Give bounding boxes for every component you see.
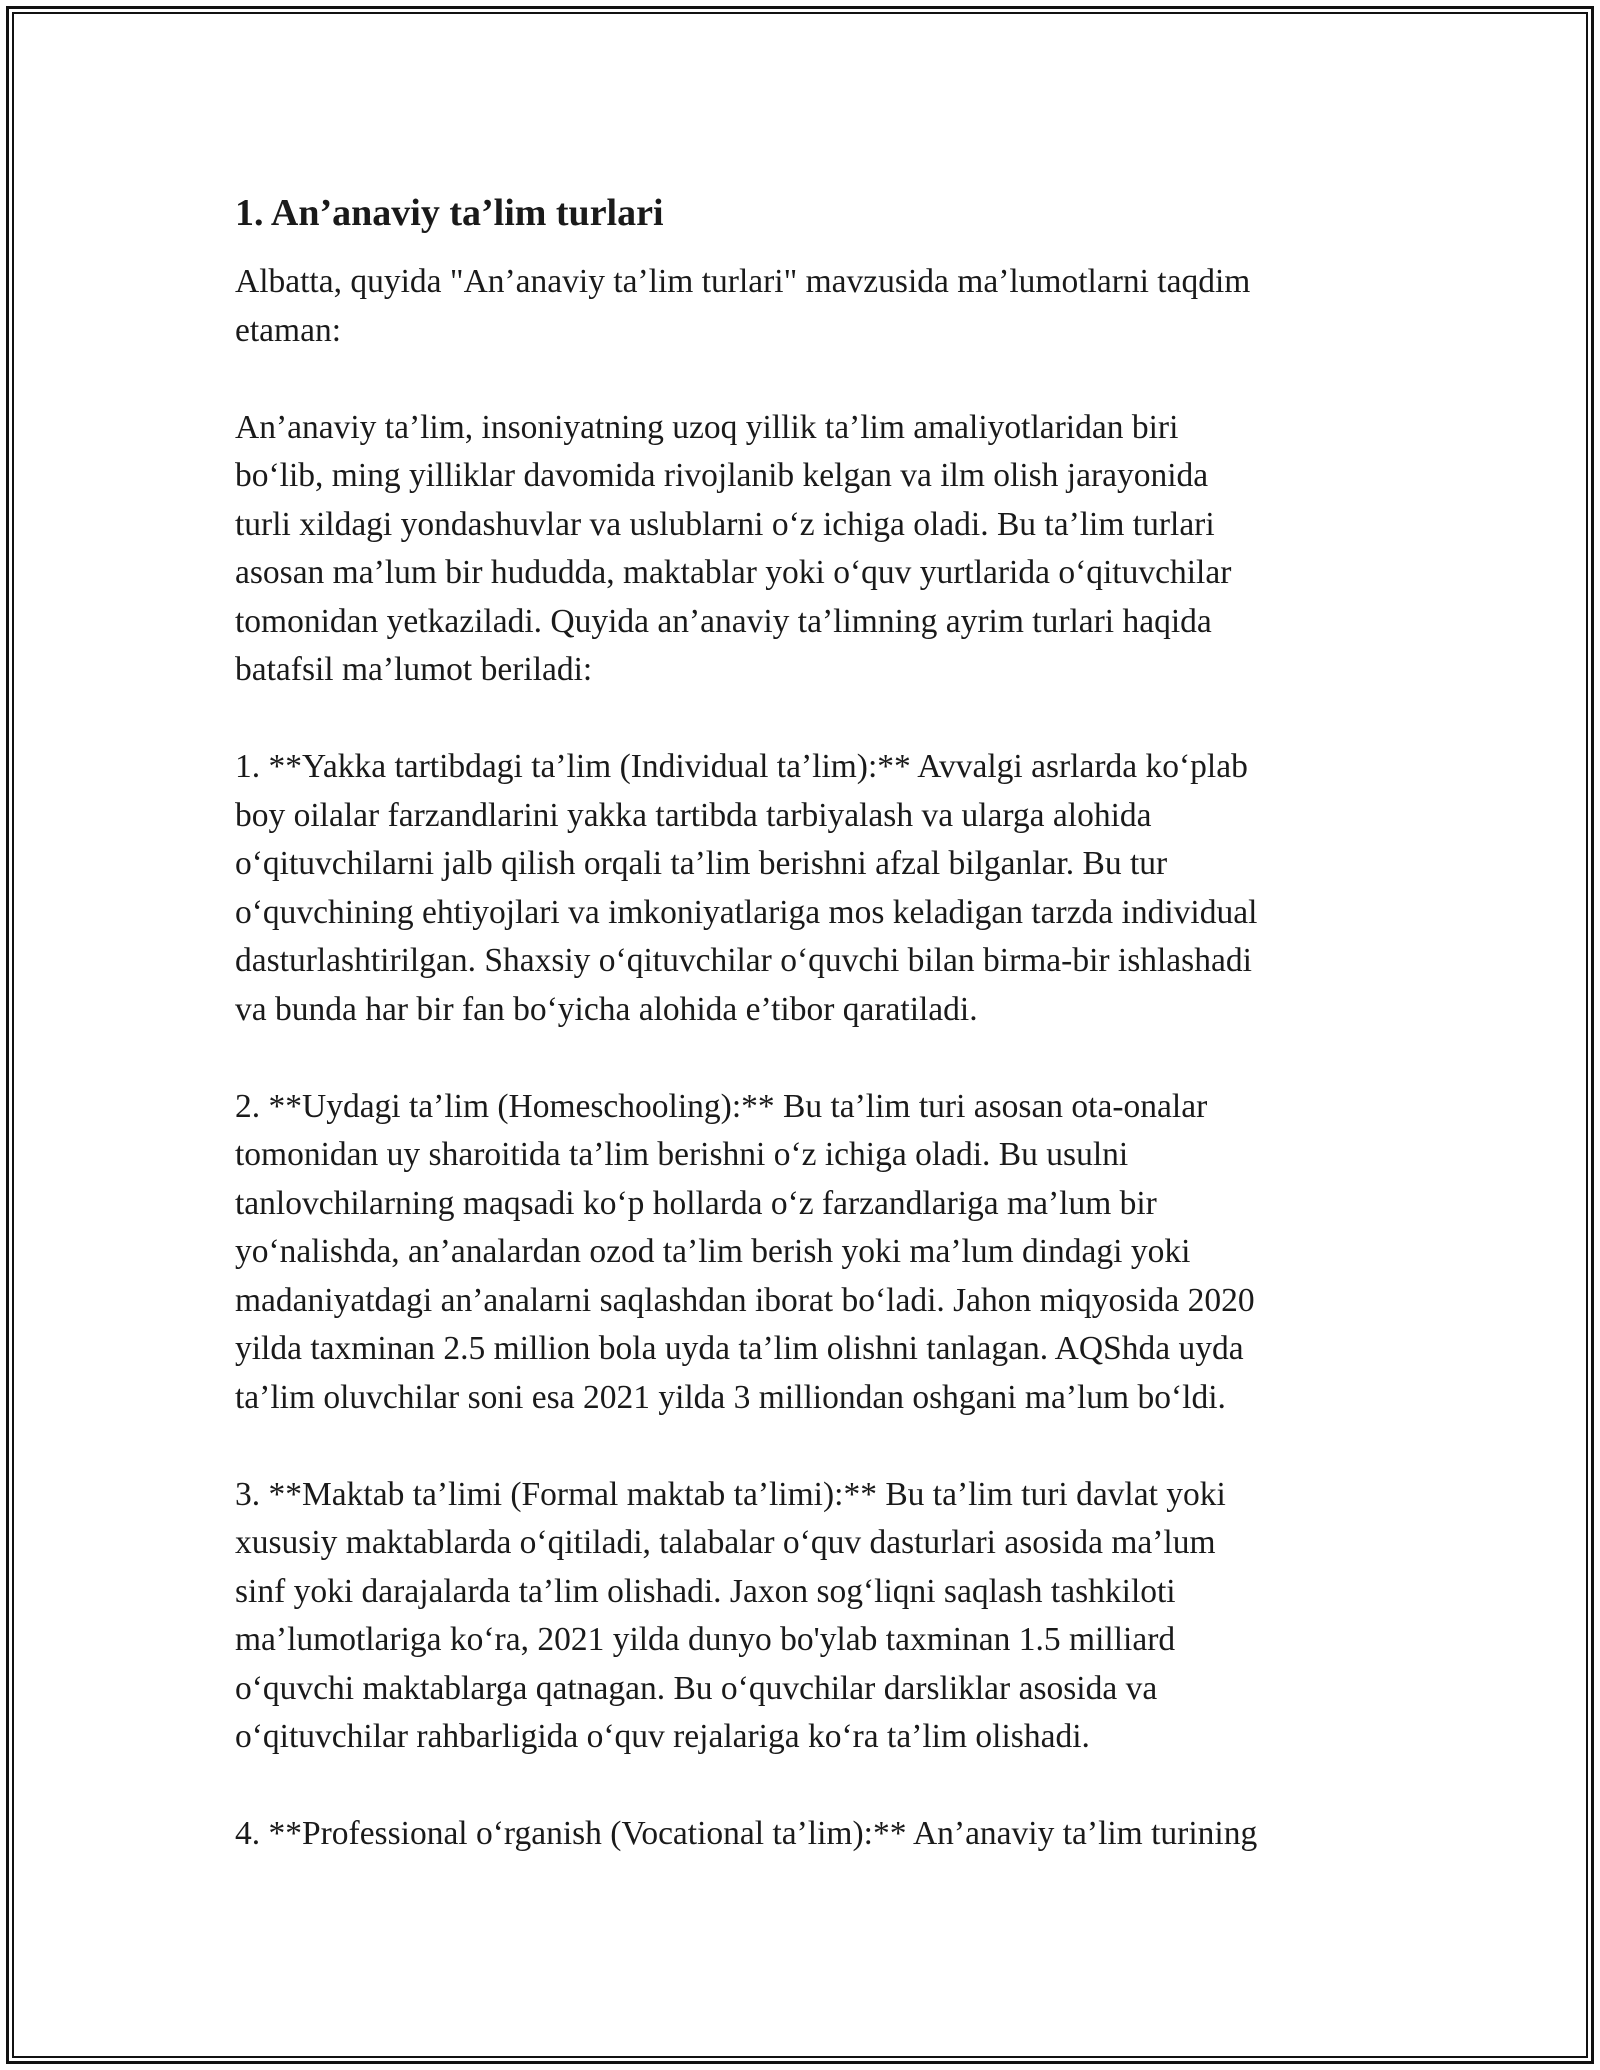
list-item-homeschooling: 2. **Uydagi ta’lim (Homeschooling):** Bu ta’lim turi asosan ota-onalar tomonidan uy sharoitida ta’lim berishni o‘z ichiga oladi. Bu usulni tanlovchilarning maqsadi ko‘p hollarda o‘z farzandlariga ma’lum bir yo‘nalishda, an’analardan ozod ta’lim berish yoki ma’lum dindagi yoki madaniyatdagi an’analarni saqlashdan iborat bo‘ladi. Jahon miqyosida 2020 yilda taxminan 2.5 million bola uyda ta’lim olishni tanlagan. AQShda uyda ta’lim oluvchilar soni esa 2021 yilda 3 milliondan oshgani ma’lum bo‘ldi. [235, 1087, 1255, 1416]
document-title: 1. An’anaviy ta’lim turlari [235, 192, 664, 234]
overview-paragraph: An’anaviy ta’lim, insoniyatning uzoq yillik ta’lim amaliyotlaridan biri bo‘lib, ming yilliklar davomida rivojlanib kelgan va ilm olish jarayonida turli xildagi yondashuvlar va uslublarni o‘z ichiga oladi. Bu ta’lim turlari asosan ma’lum bir hududda, maktablar yoki o‘quv yurtlarida o‘qituvchilar tomonidan yetkaziladi. Quyida an’anaviy ta’limning ayrim turlari haqida batafsil ma’lumot beriladi: [235, 408, 1232, 688]
list-item-formal-school: 3. **Maktab ta’limi (Formal maktab ta’limi):** Bu ta’lim turi davlat yoki xususiy maktablarda o‘qitiladi, talabalar o‘quv dasturlari asosida ma’lum sinf yoki darajalarda ta’lim olishadi. Jaxon sog‘liqni saqlash tashkiloti ma’lumotlariga ko‘ra, 2021 yilda dunyo bo'ylab taxminan 1.5 milliard o‘quvchi maktablarga qatnagan. Bu o‘quvchilar darsliklar asosida va o‘qituvchilar rahbarligida o‘quv rejalariga ko‘ra ta’lim olishadi. [235, 1475, 1226, 1755]
list-item-vocational: 4. **Professional o‘rganish (Vocational ta’lim):** An’anaviy ta’lim turining [235, 1815, 1258, 1852]
document-body [235, 188, 1385, 1907]
intro-paragraph: Albatta, quyida "An’anaviy ta’lim turlari" mavzusida ma’lumotlarni taqdim etaman: [235, 263, 1251, 349]
list-item-individual: 1. **Yakka tartibdagi ta’lim (Individual ta’lim):** Avvalgi asrlarda ko‘plab boy oilalar farzandlarini yakka tartibda tarbiyalash va ularga alohida o‘qituvchilarni jalb qilish orqali ta’lim berishni afzal bilganlar. Bu tur o‘quvchining ehtiyojlari va imkoniyatlariga mos keladigan tarzda individual dasturlashtirilgan. Shaxsiy o‘qituvchilar o‘quvchi bilan birma-bir ishlashadi va bunda har bir fan bo‘yicha alohida e’tibor qaratiladi. [235, 748, 1258, 1028]
